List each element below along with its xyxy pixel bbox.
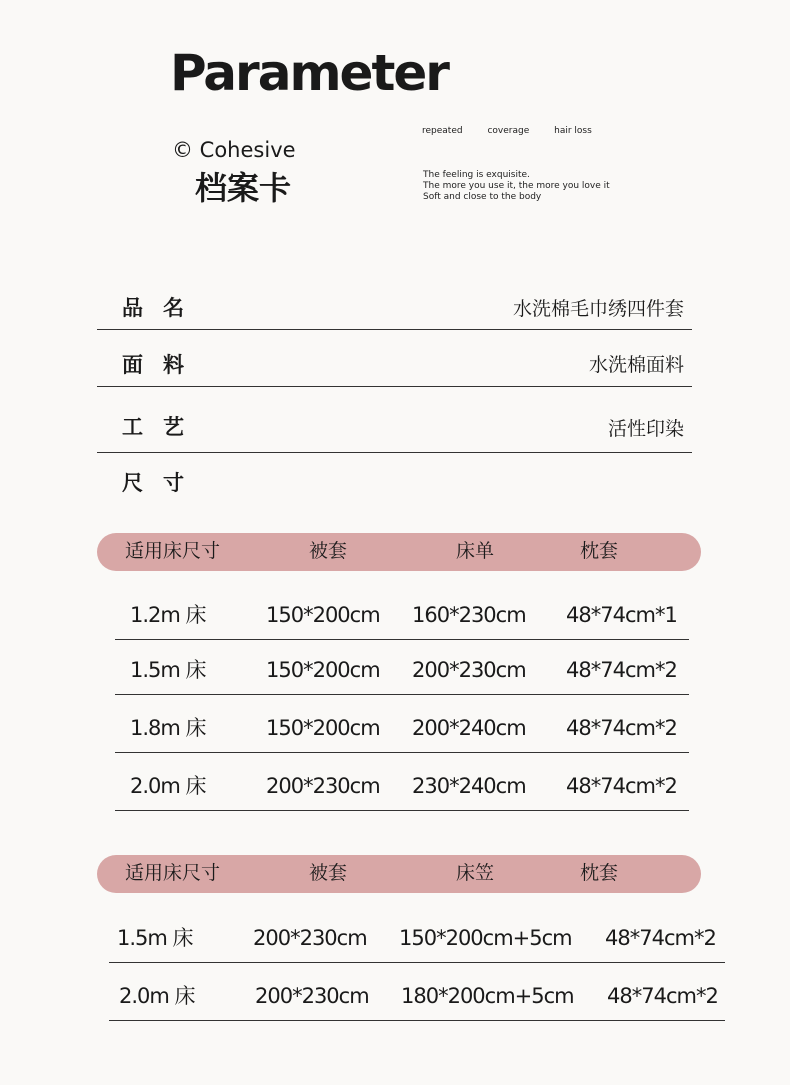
table1-cell-pillowcase: 48*74cm*2 (566, 658, 677, 682)
table1-cell-sheet: 200*240cm (412, 716, 526, 740)
table1-cell-duvet: 150*200cm (266, 658, 380, 682)
tag-coverage: coverage (487, 126, 530, 136)
divider (97, 329, 692, 330)
table1-header-sheet: 床单 (456, 540, 495, 562)
divider (97, 452, 692, 453)
table1-cell-pillowcase: 48*74cm*2 (566, 774, 677, 798)
divider (115, 694, 689, 695)
table2-cell-duvet: 200*230cm (255, 984, 369, 1008)
table2-header (97, 855, 701, 893)
divider (115, 752, 689, 753)
table1-cell-sheet: 200*230cm (412, 658, 526, 682)
table2-header-bed-size: 适用床尺寸 (125, 862, 221, 884)
info-value-name: 水洗棉毛巾绣四件套 (512, 298, 684, 320)
divider (115, 639, 689, 640)
tagline-line-3: Soft and close to the body (423, 192, 542, 202)
table1-cell-duvet: 150*200cm (266, 716, 380, 740)
page-title: Parameter (170, 44, 448, 102)
table1-cell-bed: 2.0m 床 (130, 774, 206, 798)
table2-cell-pillowcase: 48*74cm*2 (607, 984, 718, 1008)
table1-header-duvet: 被套 (309, 540, 348, 562)
tag-hair-loss: hair loss (554, 126, 592, 136)
table2-cell-bed: 2.0m 床 (119, 984, 195, 1008)
feature-tags (422, 126, 614, 136)
divider (109, 962, 725, 963)
table2-header-duvet: 被套 (309, 862, 348, 884)
table2-cell-pillowcase: 48*74cm*2 (605, 926, 716, 950)
divider (115, 810, 689, 811)
info-value-fabric: 水洗棉面料 (588, 354, 684, 376)
table1-cell-sheet: 230*240cm (412, 774, 526, 798)
tagline-line-2: The more you use it, the more you love it (423, 181, 610, 191)
table1-cell-pillowcase: 48*74cm*2 (566, 716, 677, 740)
brand-name: © Cohesive (172, 138, 296, 162)
info-label-name: 品名 (122, 296, 204, 320)
table2-cell-bed: 1.5m 床 (117, 926, 193, 950)
table1-cell-bed: 1.8m 床 (130, 716, 206, 740)
table1-cell-sheet: 160*230cm (412, 603, 526, 627)
info-value-process: 活性印染 (607, 418, 684, 440)
table2-cell-fitted-sheet: 180*200cm+5cm (401, 984, 574, 1008)
info-label-fabric: 面料 (122, 353, 204, 377)
table1-cell-bed: 1.5m 床 (130, 658, 206, 682)
table1-cell-duvet: 200*230cm (266, 774, 380, 798)
table1-header-bed-size: 适用床尺寸 (125, 540, 221, 562)
table1-cell-bed: 1.2m 床 (130, 603, 206, 627)
info-label-size: 尺寸 (122, 471, 204, 495)
table2-cell-duvet: 200*230cm (253, 926, 367, 950)
divider (97, 386, 692, 387)
table2-cell-fitted-sheet: 150*200cm+5cm (399, 926, 572, 950)
info-label-process: 工艺 (122, 415, 204, 439)
card-label: 档案卡 (195, 169, 292, 207)
table1-header (97, 533, 701, 571)
table2-header-fitted-sheet: 床笠 (456, 862, 495, 884)
tagline (423, 170, 610, 203)
table1-cell-duvet: 150*200cm (266, 603, 380, 627)
table1-cell-pillowcase: 48*74cm*1 (566, 603, 677, 627)
table2-header-pillowcase: 枕套 (580, 862, 619, 884)
table1-header-pillowcase: 枕套 (580, 540, 619, 562)
tag-repeated: repeated (422, 126, 463, 136)
tagline-line-1: The feeling is exquisite. (423, 170, 530, 180)
divider (109, 1020, 725, 1021)
